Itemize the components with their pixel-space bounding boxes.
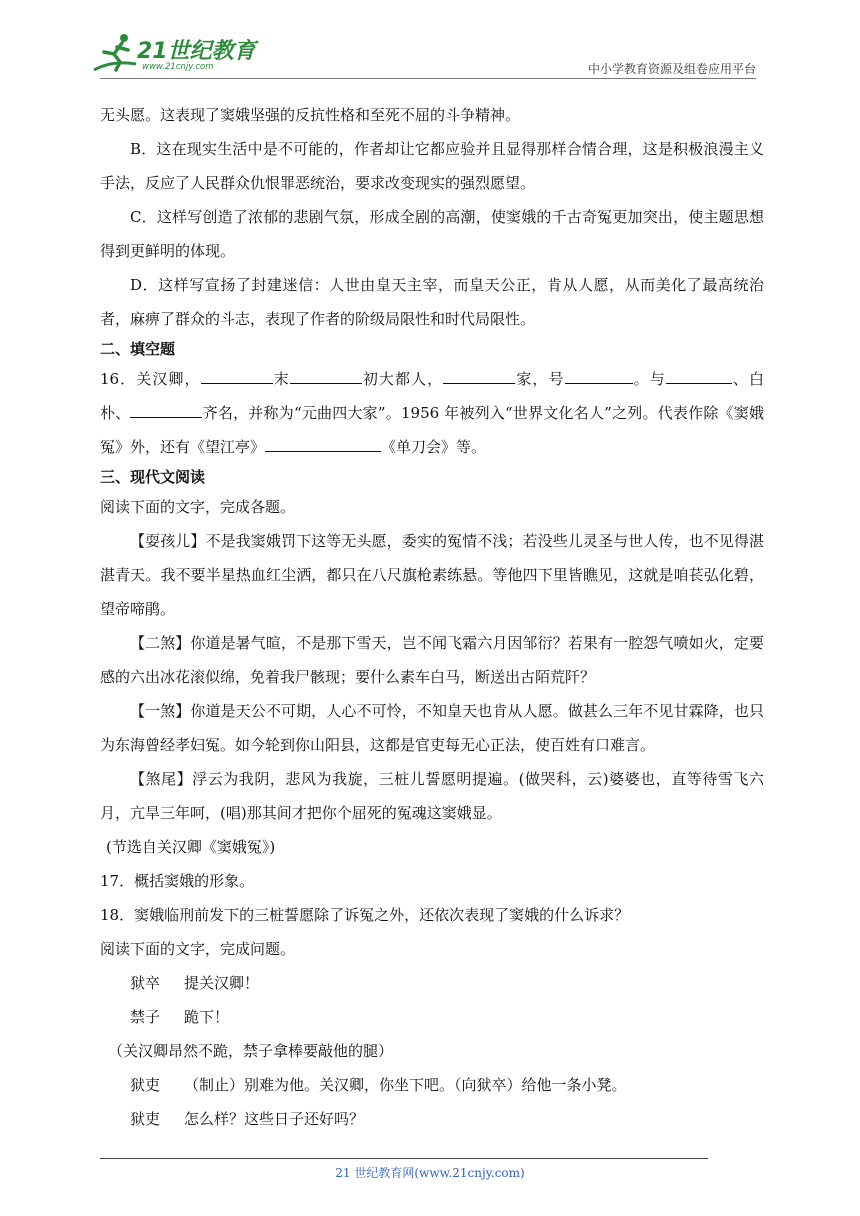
speaker: 狱吏: [130, 1076, 161, 1094]
question-18: 18．窦娥临刑前发下的三桩誓愿除了诉冤之外，还依次表现了窦娥的什么诉求？: [100, 906, 630, 924]
blank-3[interactable]: [443, 365, 515, 384]
verse-shawei: 【煞尾】浮云为我阴，悲风为我旋，三桩儿誓愿明提遍。(做哭科，云)婆婆也，直等待雪飞六月，亢旱三年呵，(唱)那其间才把你个屈死的冤魂这窦娥显。: [100, 770, 764, 822]
footer-link[interactable]: 21 世纪教育网(www.21cnjy.com): [335, 1166, 525, 1180]
option-d: D．这样写宣扬了封建迷信：人世由皇天主宰，而皇天公正，肯从人愿，从而美化了最高统治者，麻痹了群众的斗志，表现了作者的阶级局限性和时代局限性。: [100, 276, 764, 328]
reading-intro: 阅读下面的文字，完成各题。: [100, 498, 296, 516]
verse-yisha: 【一煞】你道是天公不可期，人心不可怜，不知皇天也肯从人愿。做甚么三年不见甘霖降，也只为东海曾经孝妇冤。如今轮到你山阳县，这都是官吏每无心正法，使百姓有口难言。: [100, 702, 764, 754]
dialog-text: 跪下！: [184, 1008, 230, 1026]
q16-text-b: 末: [272, 370, 290, 388]
option-c: C．这样写创造了浓郁的悲剧气氛，形成全剧的高潮，使窦娥的千古奇冤更加突出，使主题思想得到更鲜明的体现。: [100, 208, 764, 260]
paragraph-continuation: 无头愿。这表现了窦娥坚强的反抗性格和至死不屈的斗争精神。: [100, 106, 521, 124]
q16-text-c: 初大都人，: [361, 370, 444, 388]
q16-text-a: 16．关汉卿，: [100, 370, 201, 388]
q16-text-h: 《单刀会》等。: [381, 438, 487, 456]
stage-direction: （关汉卿昂然不跪，禁子拿棒要敲他的腿）: [108, 1042, 394, 1060]
speaker: 狱卒: [130, 974, 161, 992]
option-b: B．这在现实生活中是不可能的，作者却让它都应验并且显得那样合情合理，这是积极浪漫主义手法，反应了人民群众仇恨罪恶统治，要求改变现实的强烈愿望。: [100, 140, 764, 192]
page-header: [0, 0, 860, 80]
site-logo[interactable]: [92, 30, 267, 76]
section-heading-fill-blank: 二、填空题: [100, 340, 176, 358]
logo-url-text: www.21cnjy.com: [142, 62, 214, 72]
dialog-line: [100, 966, 764, 1000]
question-16: [100, 362, 764, 464]
blank-6[interactable]: [130, 399, 202, 418]
question-17: 17．概括窦娥的形象。: [100, 872, 255, 890]
header-divider: [100, 78, 756, 79]
q16-text-e: 。与: [632, 370, 666, 388]
verse-ersha: 【二煞】你道是暑气暄，不是那下雪天，岂不闻飞霜六月因邹衍？若果有一腔怨气喷如火，定要感的六出冰花滚似绵，免着我尸骸现；要什么素车白马，断送出古陌荒阡？: [100, 634, 764, 686]
speaker: 禁子: [130, 1008, 161, 1026]
dialog-line: [100, 1102, 764, 1136]
q16-text-g: 齐名，并称为“元曲四大家”。1956 年被列入“世界文化名人”之列。代表作除《窦娥冤》外，还有《望江亭》: [100, 404, 764, 456]
footer-divider: [100, 1158, 708, 1159]
header-tagline: 中小学教育资源及组卷应用平台: [587, 62, 756, 76]
source-note: (节选自关汉卿《窦娥冤》): [106, 838, 276, 856]
verse-shuahaier: 【耍孩儿】不是我窦娥罚下这等无头愿，委实的冤情不浅；若没些儿灵圣与世人传，也不见得湛湛青天。我不要半星热血红尘洒，都只在八尺旗枪素练悬。等他四下里皆瞧见，这就是咱苌弘化碧，望帝啼鹃。: [100, 532, 764, 618]
blank-7[interactable]: [265, 433, 381, 452]
dialog-line: [100, 1068, 764, 1102]
dialog-text: 提关汉卿！: [184, 974, 260, 992]
q16-text-f: 、白朴、: [100, 370, 764, 422]
dialog-text: 怎么样？这些日子还好吗？: [184, 1110, 365, 1128]
document-body: [100, 98, 764, 1136]
blank-1[interactable]: [201, 365, 273, 384]
reading-intro-2: 阅读下面的文字，完成问题。: [100, 940, 296, 958]
section-heading-reading: 三、现代文阅读: [100, 468, 206, 486]
runner-logo-icon: [92, 30, 140, 76]
blank-4[interactable]: [565, 365, 633, 384]
logo-brand-text: 21世纪教育: [137, 39, 256, 64]
dialog-line: [100, 1000, 764, 1034]
blank-2[interactable]: [290, 365, 362, 384]
speaker: 狱吏: [130, 1110, 161, 1128]
dialog-text: （制止）别难为他。关汉卿，你坐下吧。（向狱卒）给他一条小凳。: [184, 1076, 627, 1094]
blank-5[interactable]: [666, 365, 732, 384]
q16-text-d: 家，号: [515, 370, 565, 388]
